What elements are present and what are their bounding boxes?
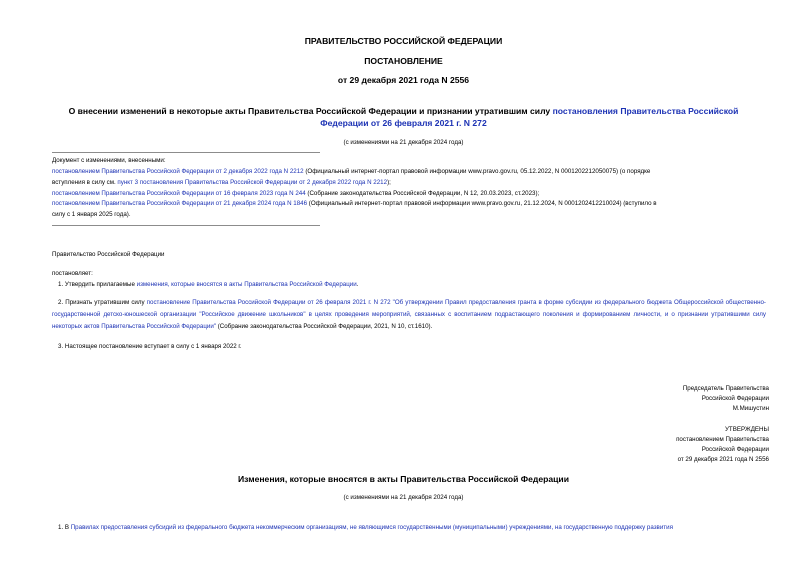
- authority-text: Правительство Российской Федерации: [52, 251, 165, 258]
- divider-bottom: [52, 225, 320, 226]
- paragraph-2-end: (Собрание законодательства Российской Федерации, 2021, N 10, ст.1610).: [215, 323, 433, 330]
- change-ref-1-cont-end: );: [387, 179, 391, 186]
- change-ref-1-text: (Официальный интернет-портал правовой информации www.pravo.gov.ru, 05.12.2022, N 0001202212050075) (о порядке: [303, 168, 651, 175]
- change-ref-3-text: (Официальный интернет-портал правовой информации www.pravo.gov.ru, 21.12.2024, N 0001202412210024) (вступило в: [307, 200, 657, 207]
- divider-top: [52, 152, 320, 153]
- doc-title-line2: [0, 118, 807, 128]
- change-ref-1-cont-link[interactable]: пункт 3 постановления Правительства Российской Федерации от 2 декабря 2022 года N 2212: [117, 179, 388, 186]
- signature-country: Российской Федерации: [701, 395, 769, 402]
- title-link-part1[interactable]: постановления Правительства Российской: [552, 106, 739, 116]
- title-text: О внесении изменений в некоторые акты Правительства Российской Федерации и признании утратившим силу: [68, 106, 553, 116]
- government-heading: ПРАВИТЕЛЬСТВО РОССИЙСКОЙ ФЕДЕРАЦИИ: [304, 36, 503, 46]
- annex-item-1-text: 1. В: [58, 524, 71, 531]
- signature-name: М.Мишустин: [732, 405, 769, 412]
- revision-note: (с изменениями на 21 декабря 2024 года): [343, 139, 464, 146]
- approved-line4: от 29 декабря 2021 года N 2556: [677, 456, 769, 463]
- paragraph-2-text: 2. Признать утратившим силу: [58, 299, 147, 306]
- change-ref-1-cont: [52, 179, 391, 186]
- change-ref-1-link[interactable]: постановлением Правительства Российской Федерации от 2 декабря 2022 года N 2212: [52, 168, 304, 175]
- change-ref-1: [52, 168, 650, 175]
- paragraph-1-end: .: [356, 281, 359, 288]
- approved-line3: Российской Федерации: [701, 446, 769, 453]
- changes-intro: Документ с изменениями, внесенными:: [52, 157, 166, 164]
- signature-title: Председатель Правительства: [682, 385, 769, 392]
- change-ref-3-link[interactable]: постановлением Правительства Российской Федерации от 21 декабря 2024 года N 1846: [52, 200, 308, 207]
- resolves-text: постановляет:: [52, 270, 93, 277]
- doc-type-heading: ПОСТАНОВЛЕНИЕ: [364, 56, 443, 66]
- doc-title-line1: [0, 106, 807, 116]
- change-ref-1-cont-text: вступления в силу см.: [52, 179, 118, 186]
- approved-line2: постановлением Правительства: [676, 436, 769, 443]
- paragraph-2: [52, 297, 766, 333]
- date-number-heading: от 29 декабря 2021 года N 2556: [337, 75, 470, 85]
- change-ref-3-cont: силу с 1 января 2025 года).: [52, 211, 131, 218]
- change-ref-2: [52, 190, 539, 197]
- paragraph-1-link[interactable]: изменения, которые вносятся в акты Правительства Российской Федерации: [136, 281, 357, 288]
- paragraph-1: [58, 281, 358, 288]
- annex-item-1-link[interactable]: Правилах предоставления субсидий из федерального бюджета некоммерческим организациям, не являющимся государственными (муниципальными) учреждениями, на государственную поддержку развития: [70, 524, 673, 531]
- annex-item-1: [58, 524, 673, 531]
- paragraph-3: 3. Настоящее постановление вступает в силу с 1 января 2022 г.: [58, 343, 242, 350]
- paragraph-2-link[interactable]: постановление Правительства Российской Федерации от 26 февраля 2021 г. N 272 "Об утверждении Правил предоставления гранта в форме субсидии из федерального бюджета Общероссийской общественно-государственной детско-юношеской организации "Российское движение школьников" в целях проведения мероприятий, связанных с воспитанием подрастающего поколения и формированием личности, и о признании утратившими силу некоторых актов Правительства Российской Федерации": [52, 299, 766, 330]
- change-ref-2-text: (Собрание законодательства Российской Федерации, N 12, 20.03.2023, ст.2023);: [305, 190, 540, 197]
- title-link-part2[interactable]: Федерации от 26 февраля 2021 г. N 272: [320, 118, 487, 128]
- change-ref-2-link[interactable]: постановлением Правительства Российской Федерации от 16 февраля 2023 года N 244: [52, 190, 306, 197]
- change-ref-3: [52, 200, 657, 207]
- paragraph-1-text: 1. Утвердить прилагаемые: [58, 281, 137, 288]
- annex-revision: (с изменениями на 21 декабря 2024 года): [343, 494, 464, 501]
- annex-title: Изменения, которые вносятся в акты Правительства Российской Федерации: [237, 474, 569, 484]
- approved-heading: УТВЕРЖДЕНЫ: [725, 426, 769, 433]
